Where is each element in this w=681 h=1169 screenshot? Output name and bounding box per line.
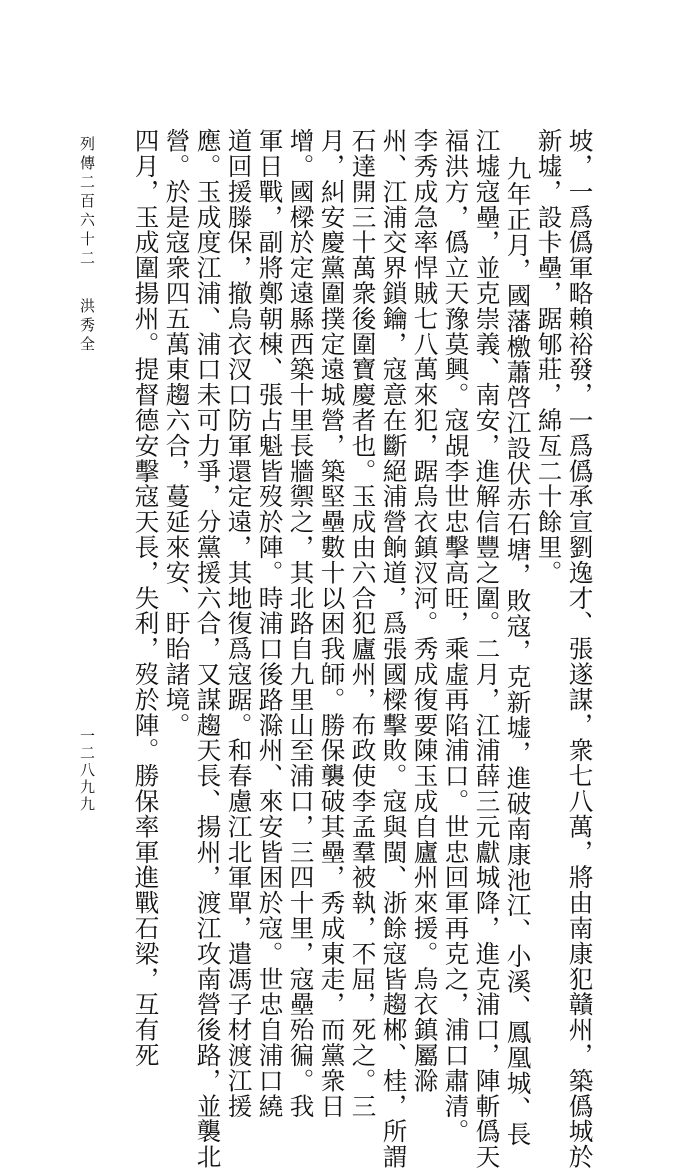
text-column: 應。玉成度江浦、浦口未可力爭，分黨援六合，又謀趨天長、揚州，渡江攻南營後路，並襲北 <box>193 128 223 1169</box>
text-column: 四月，玉成圍揚州。提督德安擊寇天長，失利，歿於陣。勝保率軍進戰石梁，互有死 <box>131 128 161 1068</box>
text-column: 福洪方，僞立天豫莫興。寇覘李世忠擊高旺，乘虛再陷浦口。世忠回軍再克之，浦口肅清。 <box>441 128 471 1144</box>
margin-name: 洪秀全 <box>78 298 96 355</box>
text-column: 李秀成急率悍賊七八萬來犯，踞烏衣鎮汊河。秀成復要陳玉成自廬州來援。烏衣鎮屬滁 <box>410 128 440 1094</box>
text-column: 石達開三十萬衆後圍寶慶者也。玉成由六合犯廬州，布政使李孟羣被執，不屈，死之。三 <box>348 128 378 1119</box>
text-column: 九年正月，國藩檄蕭啓江設伏赤石塘，敗寇，克新墟，進破南康池江、小溪、鳳凰城、長 <box>503 156 533 1147</box>
text-column: 月，糾安慶黨圍撲定遠城營，築堅壘數十以困我師。勝保襲破其壘，秀成東走，而黨衆日 <box>317 128 347 1119</box>
margin-title: 列傳二百六十二 <box>78 136 96 269</box>
text-column: 道回援滕保，撤烏衣汊口防軍還定遠，其地復爲寇踞。和春慮江北軍單，遣馮子材渡江援 <box>224 128 254 1119</box>
page-number: 一二八九九 <box>78 728 96 813</box>
text-column: 江墟寇壘，並克崇義、南安，進解信豐之圍。二月，江浦薛三元獻城降，進克浦口，陣斬僞天 <box>472 128 502 1169</box>
text-column: 增。國樑於定遠縣西築十里長牆禦之，其北路自九里山至浦口，三四十里，寇壘殆徧。我 <box>286 128 316 1119</box>
text-column: 營。於是寇衆四五萬東趨六合，蔓延來安、盱眙諸境。 <box>162 128 192 738</box>
text-column: 州、江浦交界鎖鑰，寇意在斷絕浦營餉道，爲張國樑擊敗。寇與閩、浙餘寇皆趨郴、桂，所謂 <box>379 128 409 1169</box>
text-column: 坡，一爲僞軍略賴裕發，一爲僞承宣劉逸才、張遂謀，衆七八萬，將由南康犯贛州，築僞城於 <box>565 128 595 1169</box>
text-column: 新墟，設卡壘，踞郇莊，綿亙二十餘里。 <box>534 128 564 586</box>
text-column: 軍日戰，副將鄭朝棟、張占魁皆歿於陣。時浦口後路滁州、來安皆困於寇。世忠自浦口繞 <box>255 128 285 1119</box>
